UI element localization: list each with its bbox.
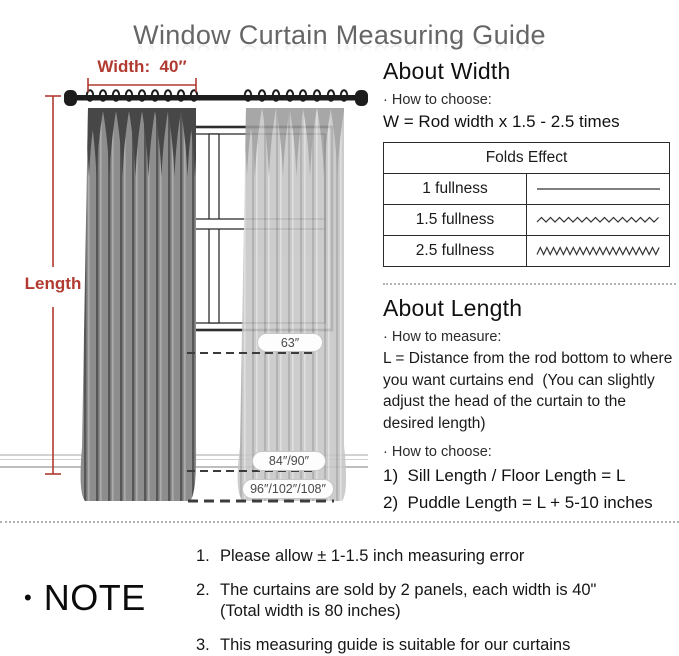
length-how-to-measure-label: · How to measure:: [383, 329, 502, 345]
about-width-heading: About Width: [383, 58, 511, 84]
width-label: Width: 40″: [97, 57, 187, 76]
page-title: Window Curtain Measuring Guide: [133, 20, 546, 51]
note-item-number: 3.: [196, 636, 210, 654]
table-row: [384, 174, 670, 205]
length-marker-84-90: 84″/90″: [252, 451, 326, 471]
note-item-text: [220, 546, 524, 567]
width-formula: W = Rod width x 1.5 - 2.5 times: [383, 112, 620, 131]
length-choice-2: 2) Puddle Length = L + 5-10 inches: [383, 493, 653, 512]
curtain-panel-dark: [81, 108, 202, 501]
length-how-to-choose-label: · How to choose:: [383, 444, 492, 460]
fullness-label: 1.5 fullness: [384, 205, 527, 236]
note-item-text: [220, 580, 596, 622]
info-column: [383, 58, 676, 514]
curtain-rod: [64, 90, 368, 106]
note-item-number: 1.: [196, 547, 210, 565]
note-item-number: 2.: [196, 581, 210, 599]
curtain-panel-light: [238, 108, 346, 501]
length-marker-63: 63″: [257, 333, 323, 352]
list-item: [196, 635, 674, 656]
width-how-to-choose-label: · How to choose:: [383, 92, 492, 108]
section-divider: [383, 283, 676, 285]
fullness-label: 1 fullness: [384, 174, 527, 205]
about-length-section: [383, 295, 676, 514]
fold-wave-dense-icon: [527, 236, 670, 267]
note-line: (Total width is 80 inches): [220, 602, 401, 620]
folds-effect-table: [383, 142, 670, 267]
length-label: Length: [24, 274, 82, 293]
note-line: This measuring guide is suitable for our curtains: [220, 636, 571, 654]
note-line: The curtains are sold by 2 panels, each width is 40": [220, 581, 597, 599]
length-marker-96-102-108: 96″/102″/108″: [242, 479, 334, 499]
table-row: [384, 205, 670, 236]
table-row: [384, 236, 670, 267]
fold-wave-flat-icon: [527, 174, 670, 205]
about-width-section: [383, 58, 676, 267]
note-item-text: [220, 635, 570, 656]
note-title: NOTE: [43, 577, 146, 618]
length-choice-1: 1) Sill Length / Floor Length = L: [383, 466, 626, 485]
note-heading: [24, 576, 146, 620]
fold-wave-medium-icon: [527, 205, 670, 236]
note-line: Please allow ± 1-1.5 inch measuring error: [220, 547, 525, 565]
length-measure-text: L = Distance from the rod bottom to where you want curtains end (You can slightly adjust the head of the curtain to the desired length): [383, 350, 677, 432]
fullness-label: 2.5 fullness: [384, 236, 527, 267]
list-item: [196, 546, 674, 567]
bullet-icon: •: [24, 585, 32, 610]
folds-table-title: Folds Effect: [384, 143, 670, 174]
note-divider: [0, 521, 679, 523]
note-list: [196, 546, 674, 656]
curtain-illustration: [0, 55, 380, 525]
list-item: [196, 580, 674, 622]
about-length-heading: About Length: [383, 295, 523, 321]
